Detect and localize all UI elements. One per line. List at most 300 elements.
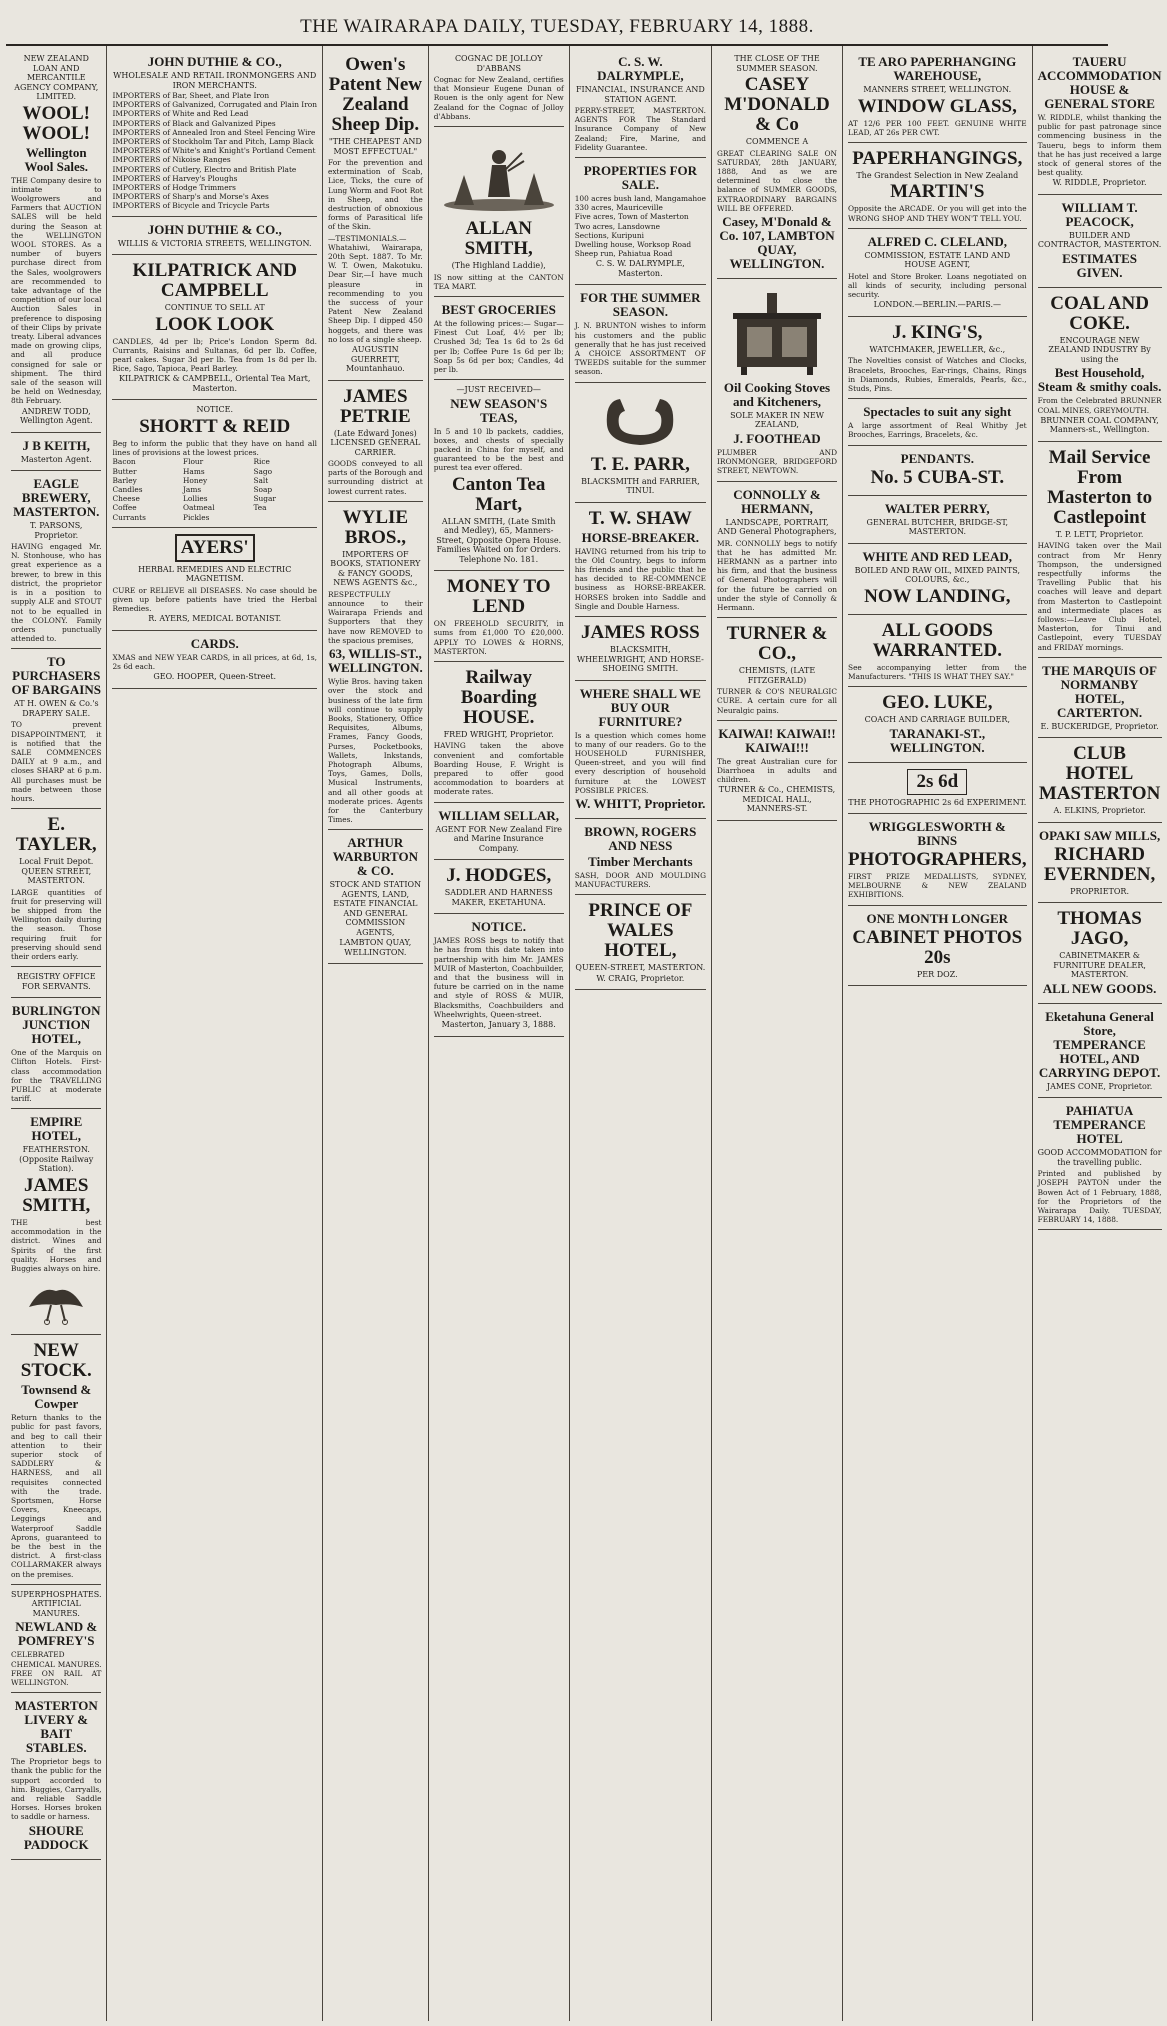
ad-body: Opposite the ARCADE. Or you will get into the WRONG SHOP AND THEY WON'T TELL YOU.: [848, 204, 1027, 223]
list-item: Sections, Kuripuni: [574, 230, 644, 240]
ad-brunton: [575, 285, 706, 382]
ad-heading: SUPERPHOSPHATES. ARTIFICIAL MANURES.: [11, 1589, 102, 1618]
ad-subtitle: PROPRIETOR.: [1070, 886, 1129, 896]
ad-club-hotel: [1038, 738, 1162, 823]
ad-cooking-stoves: [717, 279, 837, 482]
list-item: IMPORTERS of Black and Galvanized Pipes: [112, 118, 276, 128]
ad-signature: E. BUCKERIDGE, Proprietor.: [1040, 721, 1159, 731]
ad-body: Cognac for New Zealand, certifies that Monsieur Eugene Dunan of Rouen is the only agent for New Zealand for the Cognac of Jolloy d'Abbans.: [433, 75, 564, 121]
ad-signature: Masterton, January 3, 1888.: [441, 1020, 556, 1030]
list-item: Jams: [182, 484, 202, 494]
columns: [6, 46, 1162, 2021]
ad-subtitle: GOOD ACCOMMODATION for the travelling public.: [1037, 1148, 1162, 1167]
ad-heading: WRIGGLESWORTH & BINNS: [868, 819, 1006, 849]
ad-new-teas: [434, 380, 564, 571]
ad-body: HAVING engaged Mr. N. Stonhouse, who has great experience as a brewer, to brew in this district, the proprietor is in a position to supply ALE and STOUT not to be equalled in the COLONY. Family orders punctually attended to.: [11, 542, 102, 644]
ad-prince-of-wales: [575, 895, 706, 990]
ad-heading: PAPERHANGINGS,: [852, 147, 1023, 169]
ad-casey-mcdonald: [717, 49, 837, 279]
ad-signature: TURNER & Co., CHEMISTS, MEDICAL HALL, MANNERS-ST.: [718, 785, 836, 814]
ad-title: SHORTT & REID: [139, 415, 291, 437]
ad-heading: CARDS.: [190, 635, 239, 651]
ad-shaw: [575, 503, 706, 617]
list-item: Bacon: [112, 457, 136, 467]
list-item: 330 acres, Mauriceville: [574, 203, 663, 213]
ad-james-ross: [575, 617, 706, 681]
list-item: Barley: [112, 475, 137, 485]
ad-cognac: [434, 49, 564, 127]
ad-heading: 2s 6d: [907, 769, 967, 795]
ad-hodges: [434, 860, 564, 914]
ad-ayers: [112, 528, 316, 631]
ad-body-2: Wylie Bros. having taken over the stock and business of the late firm will continue to supply Books, Stationery, Office Requisites, Albums, Frames, Fancy Goods, Purses, Pocketbooks, Wallets, Inkstands, Photograph Albums, Toys, Games, Dolls, Musical Instruments, and all other goods at moderate prices. Agents for the Canterbury Times.: [327, 677, 423, 825]
ad-body: HAVING taken the above convenient and comfortable Boarding House, F. Wright is prepared to offer good accommodation to boarders at moderate rates.: [433, 741, 564, 797]
ad-manures: [11, 1585, 101, 1693]
ad-subtitle: STOCK AND STATION AGENTS, LAND, ESTATE FINANCIAL AND GENERAL COMMISSION AGENTS,: [329, 880, 422, 937]
ad-subtitle: (The Highland Laddie),: [451, 261, 546, 271]
ad-paperhangings: [848, 143, 1027, 229]
ad-subtitle: FINANCIAL, INSURANCE AND STATION AGENT.: [575, 85, 705, 104]
ad-warranted: [848, 615, 1027, 687]
ad-subtitle: PHOTOGRAPHERS,: [848, 849, 1027, 871]
ad-body: PLUMBER AND IRONMONGER, BRIDGEFORD STREET, NEWTOWN.: [717, 447, 837, 476]
column-8: [1033, 46, 1167, 2021]
ad-heading: J. HODGES,: [446, 865, 552, 887]
ad-heading: PAHIATUA TEMPERANCE HOTEL: [1053, 1103, 1146, 1147]
ad-title: CABINET PHOTOS 20s: [852, 926, 1023, 968]
ad-dalrymple: [575, 49, 706, 158]
list-item: Coffee: [112, 503, 137, 513]
ad-peacock: [1038, 195, 1162, 288]
list-item: Butter: [112, 466, 137, 476]
ad-subtitle: MANNERS STREET, WELLINGTON.: [863, 85, 1012, 94]
ad-jago: [1038, 903, 1162, 1004]
ad-subtitle: SADDLER AND HARNESS MAKER, EKETAHUNA.: [444, 888, 553, 907]
ad-body: JAMES ROSS begs to notify that he has from this date taken into partnership with him Mr. JAMES MUIR of Masterton, Coachbuilder, and that the business will in future be carried on in the name and style of ROSS & MUIR, Blacksmiths, Coachbuilders and Wheelwrights, Queen-street.: [433, 936, 564, 1019]
ad-signature: Casey, M'Donald & Co. 107, LAMBTON QUAY, WELLINGTON.: [719, 213, 835, 271]
ad-heading: REGISTRY OFFICE FOR SERVANTS.: [16, 972, 96, 991]
ad-heading: MASTERTON LIVERY & BAIT STABLES.: [14, 1698, 98, 1756]
ad-heading: BURLINGTON JUNCTION HOTEL,: [11, 1003, 101, 1047]
ad-subtitle: HERBAL REMEDIES AND ELECTRIC MAGNETISM.: [138, 564, 292, 584]
ad-heading: BEST GROCERIES: [441, 301, 556, 317]
ad-properties: [575, 158, 706, 285]
ad-heading: THE MARQUIS OF NORMANBY HOTEL, CARTERTON.: [1042, 662, 1157, 720]
ad-heading: WHERE SHALL WE BUY OUR FURNITURE?: [579, 685, 701, 729]
ad-signature: BRUNNER COAL COMPANY, Manners-st., Wellington.: [1040, 415, 1159, 435]
ad-body: See accompanying letter from the Manufacturers. "THIS IS WHAT THEY SAY.": [848, 662, 1027, 681]
horseshoe-illustration: [595, 391, 685, 451]
ad-heading: FOR THE SUMMER SEASON.: [580, 290, 701, 320]
column-1: [6, 46, 107, 2021]
ad-signature: A. ELKINS, Proprietor.: [1053, 806, 1146, 816]
list-item: IMPORTERS of Harvey's Ploughs: [112, 173, 238, 183]
ad-tayler: [11, 809, 101, 967]
list-item: IMPORTERS of Annealed Iron and Steel Fencing Wire: [112, 127, 316, 137]
column-2: [107, 46, 322, 2021]
imprint: Printed and published by JOSEPH PAYTON under the Bowen Act of 1 February, 1888, for the Proprietors of the Wairarapa Daily. TUESDAY, FEBRUARY 14, 1888.: [1037, 1169, 1162, 1225]
ad-heading: COAL AND COKE.: [1050, 292, 1149, 334]
ad-subtitle: Townsend & Cowper: [21, 1382, 92, 1412]
ad-heading: J B KEITH,: [22, 437, 91, 453]
ad-body: Hotel and Store Broker. Loans negotiated on all kinds of security, including personal security.: [848, 271, 1027, 300]
ad-body: At the following prices:— Sugar—Finest Cut Loaf, 4½ per lb; Crushed 3d; Tea 1s 6d to 2s 6d per lb; Coffee Pure 1s 6d per lb; Soap 5s 6d per box; Candles, 4d per lb.: [433, 318, 564, 374]
ad-subtitle: Wellington Wool Sales.: [24, 144, 89, 174]
ad-heading: ALFRED C. CLELAND,: [867, 233, 1007, 249]
ad-body: W. RIDDLE, whilst thanking the public for past patronage since commencing business in the Taueru, begs to inform them that he has just received a large stock of general stores of the best quality.: [1037, 113, 1162, 178]
ad-body: ESTIMATES GIVEN.: [1062, 250, 1138, 280]
list-item: Sago: [253, 466, 273, 476]
list-item: IMPORTERS of Hodge Trimmers: [112, 183, 236, 193]
ad-body: Return thanks to the public for past favors, and beg to call their attention to their superior stock of SADDLERY & HARNESS, and all requisites connected with the trade. Sportsmen, Horse Covers, Kneecaps, Leggings and Waterproof Saddle Aprons, guaranteed to be the best in the district. A first-class COLLARMAKER always on the premises.: [11, 1413, 102, 1579]
ad-subtitle: AGENT FOR New Zealand Fire and Marine Insurance Company.: [435, 824, 562, 853]
ad-title: NEWLAND & POMFREY'S: [15, 1619, 98, 1649]
ad-subtitle: BLACKSMITH and FARRIER, TINUI.: [581, 476, 700, 496]
ad-heading: C. S. W. DALRYMPLE,: [597, 54, 684, 83]
ad-subtitle: WATCHMAKER, JEWELLER, &c.,: [869, 344, 1006, 354]
list-item: IMPORTERS of Stockholm Tar and Pitch, Lamp Black: [112, 137, 314, 147]
ad-signature: C. S. W. DALRYMPLE, Masterton.: [595, 259, 685, 278]
ad-bargains: [11, 649, 101, 809]
ad-body: GOODS conveyed to all parts of the Borough and surrounding district at lowest current rates.: [327, 459, 423, 496]
ad-subtitle: LANDSCAPE, PORTRAIT, AND General Photographers,: [717, 517, 837, 537]
list-item: Soap: [253, 484, 273, 494]
ad-subtitle: THE PHOTOGRAPHIC 2s 6d EXPERIMENT.: [848, 797, 1027, 807]
list-item: Currants: [112, 512, 146, 522]
ad-warburton: [328, 830, 423, 964]
list-item: IMPORTERS of Cutlery, Electro and British Plate: [112, 164, 297, 174]
ad-cards: [112, 631, 316, 689]
ad-heading: KAIWAI! KAIWAI!! KAIWAI!!!: [718, 725, 836, 755]
ad-body: From the Celebrated BRUNNER COAL MINES, GREYMOUTH.: [1037, 396, 1162, 415]
ad-railway-boarding: [434, 662, 564, 803]
import-list: [112, 91, 316, 211]
ad-subtitle: The Grandest Selection in New Zealand: [856, 170, 1019, 180]
ad-heading: OPAKI SAW MILLS,: [1038, 827, 1161, 843]
ad-empire-hotel: [11, 1109, 101, 1335]
ad-subtitle: FRED WRIGHT, Proprietor.: [443, 729, 554, 739]
ad-king: [848, 317, 1027, 399]
ad-subtitle: WHOLESALE AND RETAIL IRONMONGERS AND IRON MERCHANTS.: [113, 71, 317, 90]
ad-heading: KILPATRICK AND CAMPBELL: [132, 260, 297, 302]
list-item: Two acres, Lansdowne: [574, 221, 660, 231]
ad-pahiatua-hotel: [1038, 1098, 1162, 1230]
ad-pendants: [848, 446, 1027, 496]
ad-heading: WHITE AND RED LEAD,: [862, 548, 1013, 564]
ad-heading: TURNER & CO.,: [726, 623, 828, 665]
ad-signature: W. RIDDLE, Proprietor.: [1052, 178, 1147, 188]
ad-address: 63, WILLIS-ST., WELLINGTON.: [327, 646, 423, 676]
ad-body: The Proprietor begs to thank the public for the support accorded to him. Buggies, Carryalls, and reliable Saddle Horses. Horses broken to saddle or harness.: [11, 1757, 102, 1822]
ad-subtitle: Timber Merchants: [588, 854, 693, 869]
ad-heading: NOTICE.: [471, 919, 526, 935]
ad-heading: MONEY TO LEND: [446, 576, 551, 618]
ad-body: One of the Marquis on Clifton Hotels. First-class accommodation for the TRAVELLING PUBLIC at moderate tariff.: [11, 1048, 102, 1104]
list-item: IMPORTERS of Nikoise Ranges: [112, 155, 231, 165]
ad-livery-stables: [11, 1693, 101, 1859]
ad-heading: NEW ZEALAND LOAN AND MERCANTILE AGENCY COMPANY, LIMITED.: [14, 54, 99, 101]
ad-body: XMAS and NEW YEAR CARDS, in all prices, at 6d, 1s, 2s 6d each.: [112, 652, 317, 672]
ad-heading: CLUB HOTEL MASTERTON: [1038, 743, 1161, 805]
ad-cabinet-photos: [848, 906, 1027, 987]
ad-subtitle: NEW SEASON'S TEAS,: [450, 395, 548, 425]
ad-marquis-hotel: [1038, 658, 1162, 739]
list-item: Tea: [253, 503, 267, 513]
list-item: Pickles: [182, 512, 210, 522]
list-item: Rice: [253, 457, 270, 467]
ad-heading: JAMES ROSS: [580, 622, 700, 644]
ad-title: NOW LANDING,: [864, 585, 1011, 607]
ad-heading: NEW STOCK.: [20, 1340, 92, 1382]
list-item: Candles: [112, 484, 143, 494]
ad-mail-service: [1038, 442, 1162, 658]
ad-signature: ALLAN SMITH, (Late Smith and Medley), 65, Manners-Street, Opposite Opera House. Families Waited on for Orders. Telephone No. 181.: [436, 516, 562, 564]
list-item: Oatmeal: [182, 503, 215, 513]
ad-heading: JOHN DUTHIE & CO.,: [147, 54, 282, 69]
column-7: [843, 46, 1033, 2021]
list-item: IMPORTERS of White and Red Lead: [112, 109, 249, 119]
ad-kaiwai: [717, 721, 837, 821]
ad-body: Is a question which comes home to many of our readers. Go to the HOUSEHOLD FURNISHER, Queen-street, and you will find every description of household furniture at the LOWEST POSSIBLE PRICES.: [574, 730, 706, 795]
ad-heading: NOTICE.: [196, 405, 233, 415]
ad-photo-experiment: [848, 763, 1027, 815]
list-item: 100 acres bush land, Mangamahoe: [574, 194, 706, 204]
ad-title: CASEY M'DONALD & Co: [724, 74, 830, 135]
list-item: Lollies: [182, 494, 208, 504]
ad-heading: ALLAN SMITH,: [464, 218, 533, 260]
ad-body: GREAT CLEARING SALE ON SATURDAY, 28th JANUARY, 1888, And as we are determined to close the balance of SUMMER GOODS, EXTRAORDINARY BARGAINS WILL BE OFFERED.: [717, 148, 837, 213]
ad-duthie-address: [112, 217, 316, 256]
ad-heading: TO PURCHASERS OF BARGAINS: [11, 654, 101, 698]
ad-coal-coke: [1038, 288, 1162, 442]
ad-signature: W. CRAIG, Proprietor.: [596, 973, 685, 983]
ad-subtitle: IMPORTERS OF BOOKS, STATIONERY & FANCY GOODS, NEWS AGENTS &c.,: [330, 549, 421, 588]
ad-shortt-reid: [112, 400, 316, 527]
ad-signature: LAMBTON QUAY, WELLINGTON.: [339, 938, 412, 957]
ad-body: FIRST PRIZE MEDALLISTS, SYDNEY, MELBOURNE & NEW ZEALAND EXHIBITIONS.: [848, 872, 1027, 900]
list-item: Cheese: [112, 494, 140, 504]
ad-signature: LONDON.—BERLIN.—PARIS.—: [873, 300, 1002, 310]
ad-subtitle: (Late Edward Jones) LICENSED GENERAL CARRIER.: [330, 428, 421, 457]
ad-heading: ARTHUR WARBURTON & CO.: [332, 835, 418, 879]
ad-sellar: [434, 803, 564, 861]
ad-heading: PENDANTS.: [900, 450, 974, 466]
ad-burlington-hotel: [11, 998, 101, 1109]
ad-heading: BROWN, ROGERS AND NESS: [584, 824, 697, 853]
list-item: Five acres, Town of Masterton: [574, 212, 689, 222]
ad-heading: WILLIAM T. PEACOCK,: [1061, 199, 1138, 229]
ad-subtitle: BLACKSMITH, WHEELWRIGHT, AND HORSE-SHOEING SMITH.: [576, 645, 704, 674]
ad-signature: JAMES CONE, Proprietor.: [1046, 1081, 1153, 1091]
ad-body: THE Company desire to intimate to Woolgrowers and Farmers that AUCTION SALES will be held during the Season at the WELLINGTON WOOL STORES. As a number of buyers purchase direct from the Sales, woolgrowers are recommended to take advantage of the competition of our local Auction Sales in preference to disposing of their Clips by private treaty. Liberal advances made on growing clips, and all produce consigned for sale or shipment. The third sale of the season will be held on Wednesday, 8th February.: [11, 175, 102, 406]
ad-subtitle: HORSE-BREAKER.: [581, 529, 700, 545]
ad-te-aro: [848, 49, 1027, 143]
ad-heading: T. E. PARR,: [590, 453, 690, 475]
ad-title: MARTIN'S: [890, 181, 985, 203]
ad-body: The Novelties consist of Watches and Clocks, Bracelets, Brooches, Ear-rings, Chains, Rings in Diamonds, Rubies, Emeralds, Pearls, &c., Studs, Pins.: [848, 356, 1027, 394]
ad-subtitle: WILLIS & VICTORIA STREETS, WELLINGTON.: [117, 238, 312, 248]
ad-title: JAMES SMITH,: [22, 1174, 91, 1216]
ad-connolly-hermann: [717, 482, 837, 619]
list-item: Sheep run, Pahiatua Road: [574, 249, 673, 259]
ad-signature: PER DOZ.: [916, 969, 958, 979]
ad-heading: EMPIRE HOTEL,: [30, 1114, 83, 1144]
ad-loan-agency: [11, 49, 101, 433]
ad-body: THE best accommodation in the district. Wines and Spirits of the first quality. Horses and Buggies always on hire.: [11, 1217, 102, 1273]
ad-duthie: [112, 49, 316, 217]
ad-title: LOOK LOOK: [155, 313, 275, 335]
ad-heading: AYERS': [175, 534, 255, 562]
ad-body: TURNER & CO'S NEURALGIC CURE. A certain cure for all Neuralgic pains.: [717, 687, 837, 715]
ad-perry: [848, 496, 1027, 544]
ad-brown-rogers: [575, 819, 706, 895]
ad-body: PERRY-STREET, MASTERTON. AGENTS FOR The Standard Insurance Company of New Zealand; Fire, Marine, and Fidelity Guarantee.: [574, 106, 706, 152]
ad-subtitle: CABINETMAKER & FURNITURE DEALER, MASTERTON.: [1053, 951, 1146, 980]
ad-new-stock: [11, 1335, 101, 1585]
ad-subtitle: FEATHERSTON. (Opposite Railway Station).: [19, 1145, 94, 1174]
column-5: [570, 46, 712, 2021]
stove-illustration: [717, 287, 837, 377]
ad-heading: THOMAS JAGO,: [1057, 908, 1142, 950]
ad-keith: [11, 433, 101, 472]
ad-body: J. N. BRUNTON wishes to inform his customers and the public generally that he has just received A CHOICE ASSORTMENT OF TWEEDS suitable for the summer season.: [574, 321, 706, 377]
ad-heading: Oil Cooking Stoves and Kitcheners,: [723, 379, 831, 409]
ad-parr: [575, 383, 706, 503]
ad-body: Beg to inform the public that they have on hand all lines of provisions at the lowest prices.: [112, 438, 317, 458]
ad-body: MR. CONNOLLY begs to notify that he has admitted Mr. HERMANN as a partner into his firm, and that the business of General Photographers will for the future be carried on under the style of Connolly & Hermann.: [717, 538, 837, 612]
ad-heading: ALL GOODS WARRANTED.: [872, 619, 1002, 661]
ad-cleland: [848, 229, 1027, 317]
ad-body: The great Australian cure for Diarrhoea in adults and children.: [717, 756, 837, 785]
ad-title: Best Household, Steam & smithy coals.: [1037, 365, 1162, 395]
list-item: Dwelling house, Worksop Road: [574, 240, 692, 250]
ad-body: A large assortment of Real Whitby Jet Brooches, Earrings, Bracelets, &c.: [848, 421, 1027, 440]
ad-subtitle: T. P. LETT, Proprietor.: [1055, 529, 1144, 539]
ad-heading: PRINCE OF WALES HOTEL,: [588, 900, 693, 962]
ad-wylie: [328, 502, 423, 830]
ad-title: WOOL! WOOL!: [22, 102, 91, 144]
ad-title: RICHARD EVERNDEN,: [1043, 843, 1156, 885]
ad-heading: —JUST RECEIVED—: [456, 385, 541, 395]
ad-subtitle: ENCOURAGE NEW ZEALAND INDUSTRY By using the: [1048, 335, 1151, 364]
ad-subtitle: GENERAL BUTCHER, BRIDGE-ST, MASTERTON.: [866, 517, 1009, 537]
ad-heading: JOHN DUTHIE & CO.,: [147, 221, 282, 237]
list-item: Hams: [182, 466, 205, 476]
ad-heading: T. W. SHAW: [588, 507, 692, 529]
ad-body: In 5 and 10 lb packets, caddies, boxes, and chests of specially packed in China for myself, and guaranteed to be the best and purest tea ever offered.: [433, 426, 564, 473]
ad-subtitle: Masterton Agent.: [20, 454, 92, 464]
ad-body: IS now sitting at the CANTON TEA MART.: [433, 272, 564, 291]
ad-body: TARANAKI-ST., WELLINGTON.: [889, 725, 986, 755]
ad-signature: SHOURE PADDOCK: [23, 1822, 89, 1852]
ad-signature: J. FOOTHEAD: [733, 430, 821, 446]
ad-registry: [11, 967, 101, 998]
ad-heading: GEO. LUKE,: [882, 692, 993, 714]
ad-spectacles: [848, 399, 1027, 445]
ad-signature: W. WHITT, Proprietor.: [575, 796, 706, 811]
ad-groceries: [434, 297, 564, 380]
ad-subtitle: BUILDER AND CONTRACTOR, MASTERTON.: [1037, 230, 1162, 250]
provision-list: [112, 457, 316, 521]
ad-subtitle: CONTINUE TO SELL AT: [164, 303, 265, 313]
ad-body: CELEBRATED CHEMICAL MANURES. FREE ON RAIL AT WELLINGTON.: [11, 1650, 102, 1687]
ad-signature: AUGUSTIN GUERRETT, Mountanhauo.: [345, 345, 405, 374]
list-item: IMPORTERS of Bicycle and Tricycle Parts: [112, 201, 270, 211]
ad-testimonial: —TESTIMONIALS.— Whatahiwi, Wairarapa, 20th Sept. 1887. To Mr. W. T. Owen, Makotuku. Dear Sir,—I have much pleasure in recommending to you the success of your Patent New Zealand Sheep Dip. I dipped 450 hoggets, and there was no loss of a single sheep.: [327, 233, 423, 344]
column-6: [712, 46, 843, 2021]
list-item: Flour: [182, 457, 204, 467]
ad-ross-muir-notice: [434, 914, 564, 1036]
ad-furniture: [575, 681, 706, 819]
ad-petrie: [328, 381, 423, 502]
ad-body: HAVING taken over the Mail contract from Mr Henry Thompson, the undersigned respectfully informs the Travelling Public that his coaches will leave and depart from Masterton to Castlepoint and intermediate places as follows:—Leave Club Hotel, Masterton, for Tinui and Castlepoint, every TUESDAY and FRIDAY mornings.: [1037, 541, 1162, 652]
ad-white-lead: [848, 544, 1027, 615]
ad-body: ALL NEW GOODS.: [1042, 980, 1157, 996]
ad-signature: ANDREW TODD, Wellington Agent.: [19, 406, 93, 426]
ad-eketahuna-store: [1038, 1004, 1162, 1099]
list-item: Sugar: [253, 494, 276, 504]
ad-heading: Spectacles to suit any sight: [863, 404, 1012, 420]
ad-heading: E. TAYLER,: [15, 814, 97, 856]
ad-subtitle: COMMENCE A: [745, 137, 809, 146]
ad-subtitle: COACH AND CARRIAGE BUILDER,: [864, 715, 1010, 725]
ad-heading: EAGLE BREWERY, MASTERTON.: [13, 476, 100, 520]
ad-opaki-saw-mills: [1038, 823, 1162, 904]
ad-title: Canton Tea Mart,: [451, 473, 546, 515]
ad-subtitle: AT H. OWEN & Co.'s DRAPERY SALE.: [13, 699, 99, 718]
ad-subtitle: T. PARSONS, Proprietor.: [30, 521, 83, 540]
ad-body: AT 12/6 PER 100 FEET. GENUINE WHITE LEAD, AT 26s PER CWT.: [848, 118, 1027, 137]
ad-subtitle: SOLE MAKER IN NEW ZEALAND,: [730, 410, 824, 430]
list-item: Honey: [182, 475, 208, 485]
ad-body: CURE or RELIEVE all DISEASES. No case should be given up before patients have tried the Herbal Remedies.: [112, 585, 317, 614]
ad-signature: GEO. HOOPER, Queen-Street.: [153, 672, 277, 682]
column-4: [429, 46, 570, 2021]
list-item: IMPORTERS of White's and Knight's Portland Cement: [112, 146, 316, 156]
ad-heading: TAUERU ACCOMMODATION HOUSE & GENERAL STORE: [1037, 54, 1162, 111]
ad-signature: KILPATRICK & CAMPBELL, Oriental Tea Mart, Masterton.: [119, 374, 311, 393]
ad-eagle-brewery: [11, 471, 101, 649]
ad-heading: CONNOLLY & HERMANN,: [733, 486, 821, 516]
list-item: IMPORTERS of Sharp's and Morse's Axes: [112, 192, 269, 202]
ad-taueru: [1038, 49, 1162, 195]
ad-subtitle: BOILED AND RAW OIL, MIXED PAINTS, COLOURS, &c.,: [854, 565, 1021, 585]
masthead-title: THE WAIRARAPA DAILY, TUESDAY, FEBRUARY 14, 1888.: [6, 8, 1108, 46]
ad-body: CANDLES, 4d per lb; Price's London Sperm 8d. Currants, Raisins and Sultanas, 6d per lb. Coffee, pearl cakes. Sugar 3d per lb. Tea from 1s 8d per lb. Rice, Sago, Tapioca, Pearl Barley.: [112, 336, 317, 374]
ad-sheep-dip: [328, 49, 423, 381]
ad-body: TO prevent DISAPPOINTMENT, it is notified that the SALE COMMENCES DAILY at 9 a.m., and closes SHARP at 6 p.m. All purchases must be made between those hours.: [11, 720, 102, 803]
ad-heading: ONE MONTH LONGER: [866, 910, 1009, 926]
ad-body: HAVING returned from his trip to the Old Country, begs to inform his friends and the public that he has decided to RE-COMMENCE business as HORSE-BREAKER. HORSES broken into Saddle and Single and Double Harness.: [574, 546, 706, 611]
ad-address: No. 5 CUBA-ST.: [870, 466, 1005, 488]
ad-kilpatrick: [112, 255, 316, 400]
list-item: Salt: [253, 475, 269, 485]
property-list: [575, 194, 706, 258]
ad-heading: J. KING'S,: [892, 321, 983, 343]
ad-heading: Owen's Patent New Zealand Sheep Dip.: [328, 54, 423, 135]
saddle-illustration: [21, 1277, 91, 1325]
ad-luke: [848, 687, 1027, 763]
list-item: IMPORTERS of Galvanized, Corrugated and Plain Iron: [112, 100, 317, 110]
ad-body: LARGE quantities of fruit for preserving will be shipped from the Wellington daily during the season. Those requiring fruit for preserving should send their orders early.: [11, 887, 102, 962]
ad-title: WINDOW GLASS,: [857, 95, 1017, 117]
ad-body: For the prevention and extermination of Scab, Lice, Ticks, the cure of Lung Worm and Foot Rot in Sheep, and the destruction of obnoxious forms of Parasitical life of the Skin.: [327, 158, 423, 232]
ad-heading: WILLIAM SELLAR,: [438, 807, 560, 823]
ad-signature: R. AYERS, MEDICAL BOTANIST.: [148, 614, 282, 624]
piper-illustration: [434, 135, 564, 215]
ad-heading: Mail Service From Masterton to Castlepoint: [1047, 446, 1153, 528]
ad-turner: [717, 618, 837, 721]
